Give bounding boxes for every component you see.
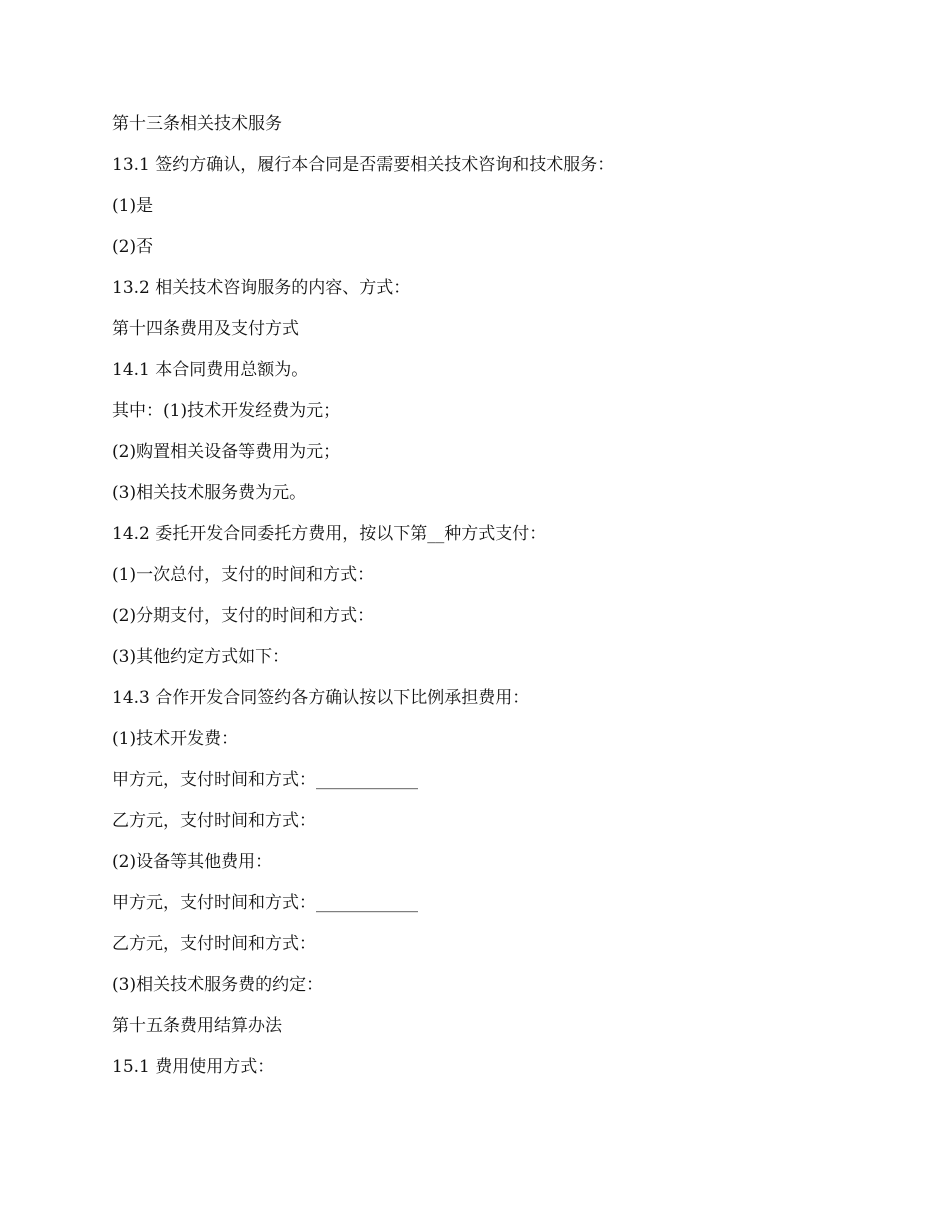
clause-14-3: 14.3 合作开发合同签约各方确认按以下比例承担费用： [112,688,530,708]
article-14-heading: 第十四条费用及支付方式 [112,319,299,339]
option-no: (2)否 [112,237,154,257]
party-a-payment-2: 甲方元，支付时间和方式：____________ [112,893,418,913]
clause-14-3-item-3: (3)相关技术服务费的约定： [112,975,324,995]
clause-14-1: 14.1 本合同费用总额为。 [112,360,309,380]
article-13-heading: 第十三条相关技术服务 [112,114,282,134]
clause-14-2-item-3: (3)其他约定方式如下： [112,647,290,667]
clause-14-3-item-2: (2)设备等其他费用： [112,852,273,872]
article-15-heading: 第十五条费用结算办法 [112,1016,282,1036]
clause-14-3-item-1: (1)技术开发费： [112,729,239,749]
clause-14-1-item-2: (2)购置相关设备等费用为元； [112,442,341,462]
document-body [112,110,832,1094]
clause-14-2-item-1: (1)一次总付，支付的时间和方式： [112,565,375,585]
clause-14-1-item-1: 其中：(1)技术开发经费为元； [112,401,341,421]
party-b-payment-2: 乙方元，支付时间和方式： [112,934,316,954]
clause-14-2: 14.2 委托开发合同委托方费用，按以下第__种方式支付： [112,524,547,544]
clause-15-1: 15.1 费用使用方式： [112,1057,275,1077]
party-b-payment-1: 乙方元，支付时间和方式： [112,811,316,831]
party-a-payment-1: 甲方元，支付时间和方式：____________ [112,770,418,790]
clause-13-1: 13.1 签约方确认，履行本合同是否需要相关技术咨询和技术服务： [112,155,615,175]
option-yes: (1)是 [112,196,154,216]
clause-14-2-item-2: (2)分期支付，支付的时间和方式： [112,606,375,626]
clause-13-2: 13.2 相关技术咨询服务的内容、方式： [112,278,411,298]
clause-14-1-item-3: (3)相关技术服务费为元。 [112,483,307,503]
